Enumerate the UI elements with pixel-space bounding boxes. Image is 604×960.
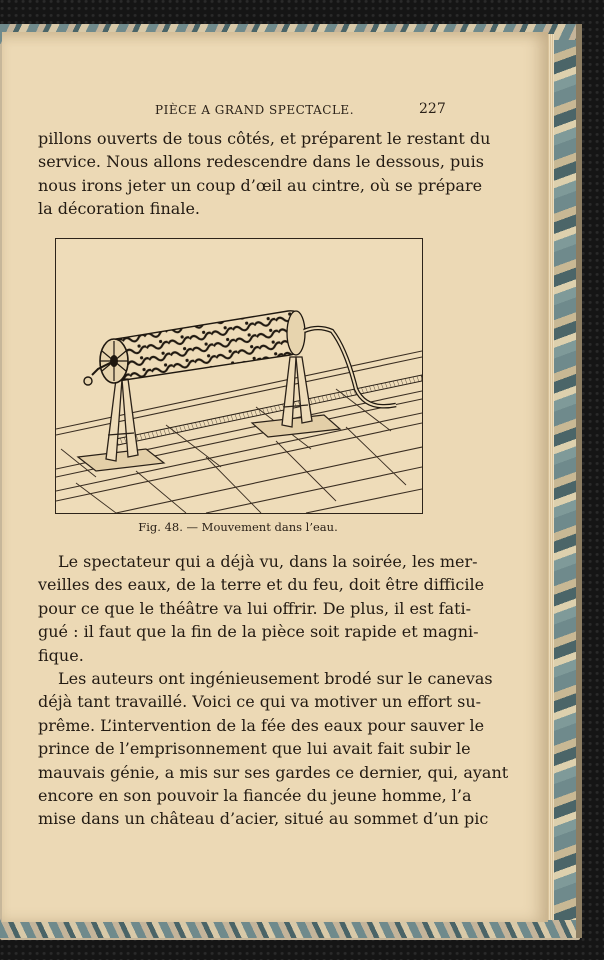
figure-caption: Fig. 48. — Mouvement dans l’eau. [138,520,338,534]
text-line: Les auteurs ont ingénieusement brodé sur le canevas [58,669,493,688]
text-line: gué : il faut que la fin de la pièce soit rapide et magni- [38,622,479,642]
running-head: PIÈCE A GRAND SPECTACLE. [155,103,355,117]
text-line: prême. L’intervention de la fée des eaux pour sauver le [38,715,485,735]
text-line: déjà tant travaillé. Voici ce qui va motiver un effort su- [38,692,482,712]
page-stack-edge [548,34,554,920]
text-line: nous irons jeter un coup d’œil au cintre, où se prépare [38,175,483,195]
text-line: fique. [38,645,84,665]
paragraph-top [38,127,491,221]
text-line: pillons ouverts de tous côtés, et préparent le restant du [38,129,491,148]
page-number: 227 [419,101,446,117]
figure-illustration [55,238,423,514]
text-line: Le spectateur qui a déjà vu, dans la soirée, les mer- [58,552,478,571]
paragraph-middle [38,550,485,667]
roller-engraving [56,239,422,513]
paragraph-bottom [38,667,509,831]
text-line: service. Nous allons redescendre dans le dessous, puis [38,152,484,172]
text-line: pour ce que le théâtre va lui offrir. De plus, il est fati- [38,598,472,618]
text-line: veilles des eaux, de la terre et du feu, doit être difficile [38,575,485,595]
text-line: encore en son pouvoir la fiancée du jeune homme, l’a [38,786,472,806]
text-line: mauvais génie, a mis sur ses gardes ce dernier, qui, ayant [38,762,509,782]
text-line: prince de l’emprisonnement que lui avait fait subir le [38,739,471,759]
text-line: la décoration finale. [38,199,200,219]
text-line: mise dans un château d’acier, situé au sommet d’un pic [38,809,489,829]
cover-edge [576,24,582,938]
